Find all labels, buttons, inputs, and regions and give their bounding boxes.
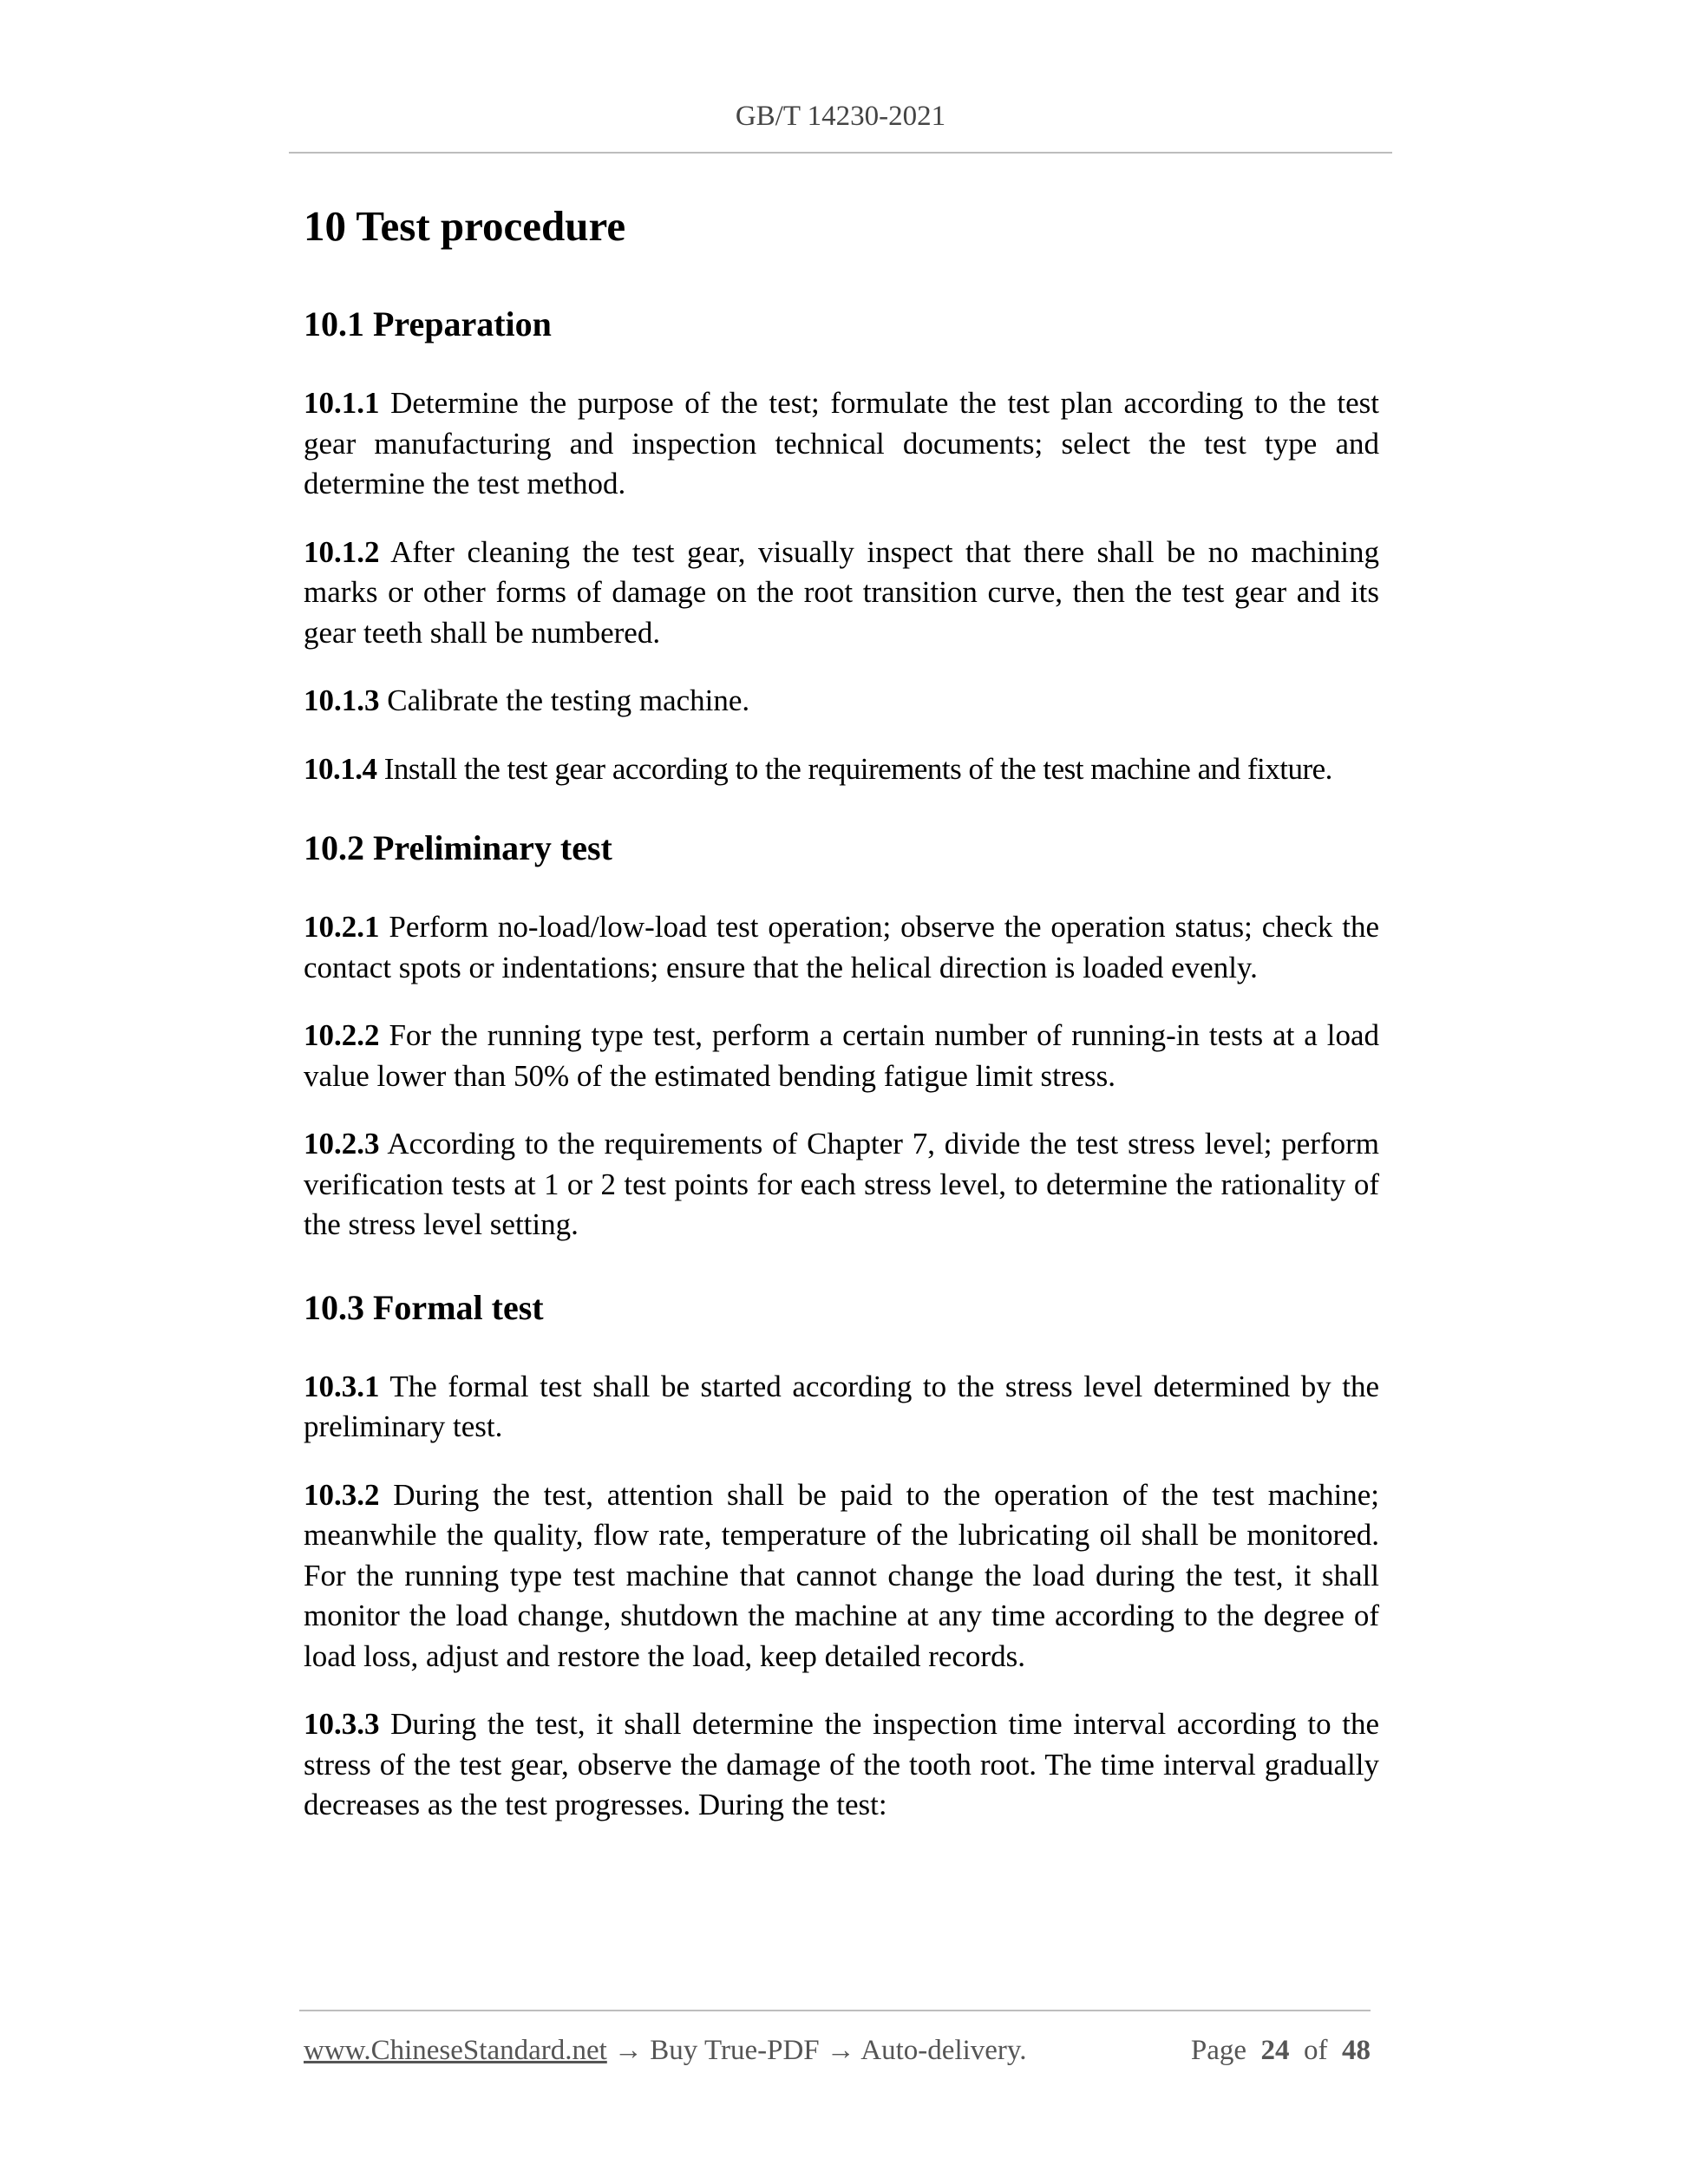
footer-promo xyxy=(304,2030,1027,2071)
clause-10-2-3 xyxy=(304,1124,1379,1246)
clause-number: 10.2.2 xyxy=(304,1018,380,1052)
clause-text: Perform no-load/low-load test operation; observe the operation status; check the contact spots or indentations; ensure that the helical direction is loaded evenly. xyxy=(304,910,1379,984)
clause-text: Install the test gear according to the requirements of the test machine and fixture. xyxy=(383,751,1332,786)
subsection-title-10-3: 10.3 Formal test xyxy=(304,1287,544,1327)
page-label: Page xyxy=(1190,2035,1246,2066)
document-body xyxy=(304,195,1379,1826)
of-label: of xyxy=(1304,2035,1328,2066)
footer-promo-text: → Buy True-PDF → Auto-delivery. xyxy=(606,2035,1027,2066)
clause-10-1-3 xyxy=(304,681,1379,722)
clause-10-2-2 xyxy=(304,1016,1379,1096)
clause-number: 10.3.1 xyxy=(304,1369,380,1403)
clause-number: 10.2.1 xyxy=(304,910,380,944)
clause-number: 10.1.2 xyxy=(304,534,380,569)
clause-text: For the running type test, perform a certain number of running-in tests at a load value lower than 50% of the estimated bending fatigue limit stress. xyxy=(304,1018,1379,1093)
clause-10-1-4 xyxy=(304,749,1379,790)
subsection-title-10-2: 10.2 Preliminary test xyxy=(304,828,612,867)
clause-number: 10.3.2 xyxy=(304,1477,380,1512)
clause-number: 10.2.3 xyxy=(304,1127,380,1161)
section-title: 10 Test procedure xyxy=(304,202,626,250)
clause-10-1-1 xyxy=(304,383,1379,505)
page-number: 24 xyxy=(1260,2035,1290,2066)
clause-text: Determine the purpose of the test; formulate the test plan according to the test gear manufacturing and inspection technical documents; select the test type and determine the test method. xyxy=(304,386,1379,500)
clause-number: 10.1.3 xyxy=(304,683,380,717)
clause-10-3-2 xyxy=(304,1475,1379,1677)
clause-text: During the test, attention shall be paid to the operation of the test machine; meanwhile the quality, flow rate, temperature of the lubricating oil shall be monitored. For the running type test machine that cannot change the load during the test, it shall monitor the load change, shutdown the machine at any time according to the degree of load loss, adjust and restore the load, keep detailed records. xyxy=(304,1477,1379,1673)
clause-text: The formal test shall be started according to the stress level determined by the preliminary test. xyxy=(304,1369,1379,1443)
page-indicator xyxy=(1191,2030,1371,2071)
clause-10-3-3 xyxy=(304,1704,1379,1826)
footer-divider xyxy=(299,2010,1371,2011)
clause-text: Calibrate the testing machine. xyxy=(387,683,750,717)
clause-text: After cleaning the test gear, visually inspect that there shall be no machining marks or other forms of damage on the root transition curve, then the test gear and its gear teeth shall be numbered. xyxy=(304,534,1379,650)
page-header-standard-id: GB/T 14230-2021 xyxy=(735,101,946,132)
clause-10-3-1 xyxy=(304,1367,1379,1448)
website-link[interactable]: www.ChineseStandard.net xyxy=(304,2035,607,2066)
clause-number: 10.3.3 xyxy=(304,1707,380,1741)
clause-10-1-2 xyxy=(304,533,1379,654)
clause-number: 10.1.4 xyxy=(304,751,377,786)
clause-number: 10.1.1 xyxy=(304,386,380,420)
header-divider xyxy=(289,152,1392,154)
subsection-title-10-1: 10.1 Preparation xyxy=(304,304,552,343)
page-total: 48 xyxy=(1342,2035,1371,2066)
clause-text: According to the requirements of Chapter 7, divide the test stress level; perform verification tests at 1 or 2 test points for each stress level, to determine the rationality of the stress level setting. xyxy=(304,1127,1380,1241)
clause-10-2-1 xyxy=(304,907,1379,988)
clause-text: During the test, it shall determine the inspection time interval according to the stress of the test gear, observe the damage of the tooth root. The time interval gradually decreases as the test progresses. During the test: xyxy=(304,1707,1379,1821)
